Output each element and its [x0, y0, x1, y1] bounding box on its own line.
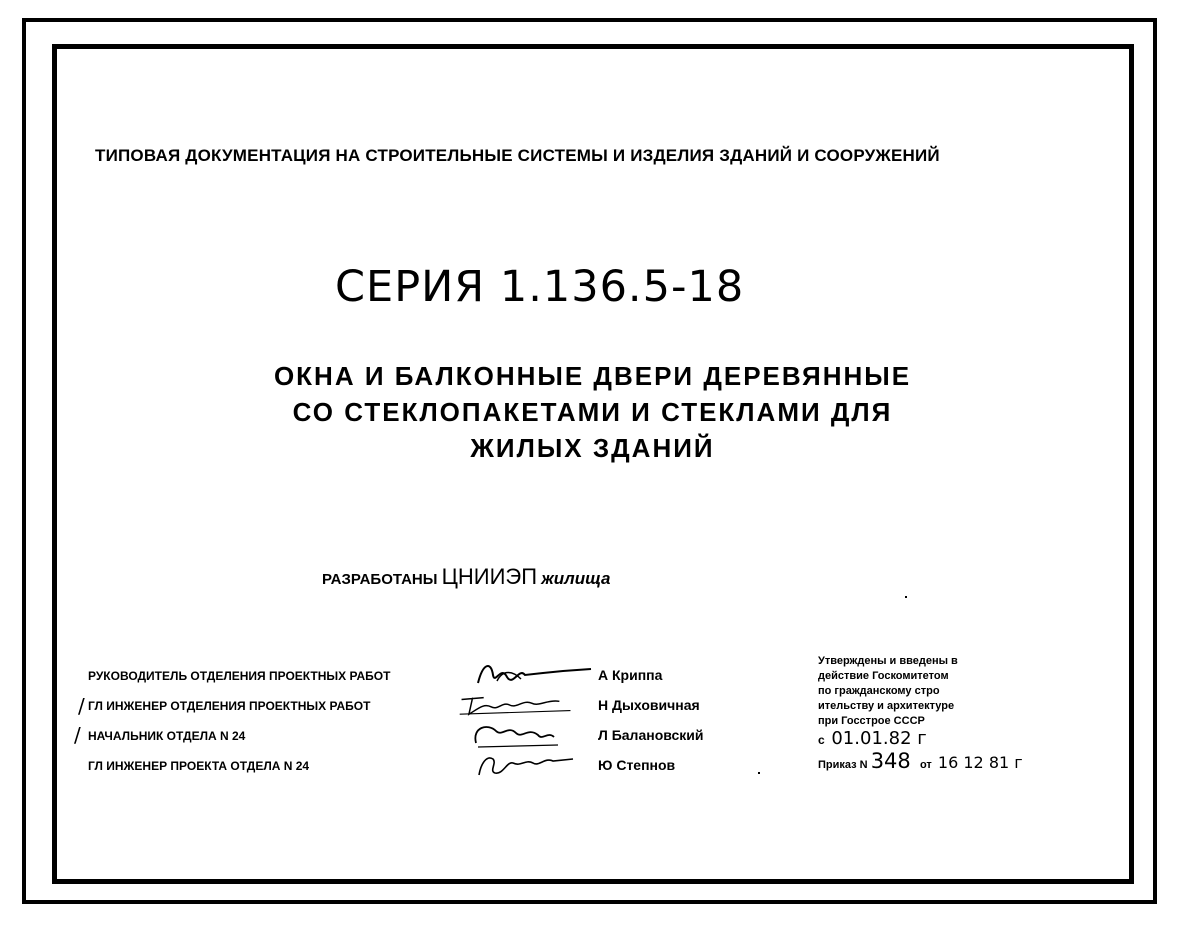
- developed-by: [322, 564, 610, 590]
- order-date: 16 12 81 г: [937, 753, 1023, 772]
- title-line-3: ЖИЛЫХ ЗДАНИЙ: [470, 433, 715, 463]
- staff-row: [88, 725, 768, 749]
- approval-line: по гражданскому стро: [818, 685, 940, 697]
- staff-row: [88, 695, 768, 719]
- developed-prefix: РАЗРАБОТАНЫ: [322, 571, 438, 588]
- document-title: [200, 358, 985, 466]
- staff-name: Н Дыховичная: [598, 697, 700, 713]
- staff-role: ГЛ ИНЖЕНЕР ПРОЕКТА ОТДЕЛА N 24: [88, 759, 310, 773]
- signature-mark: [463, 719, 583, 751]
- title-line-2: СО СТЕКЛОПАКЕТАМИ И СТЕКЛАМИ ДЛЯ: [292, 397, 893, 427]
- order-from: от: [919, 759, 932, 771]
- approval-line: при Госстрое СССР: [818, 715, 925, 727]
- order-line: [818, 749, 1098, 773]
- staff-row: [88, 755, 768, 779]
- staff-role: РУКОВОДИТЕЛЬ ОТДЕЛЕНИЯ ПРОЕКТНЫХ РАБОТ: [88, 669, 391, 683]
- order-number: 348: [870, 749, 911, 773]
- staff-name: Л Балановский: [598, 727, 704, 743]
- approval-line: ительству и архитектуре: [818, 700, 955, 712]
- margin-mark: /: [78, 694, 85, 718]
- date-prefix: с: [818, 733, 825, 747]
- margin-mark: /: [74, 723, 81, 747]
- staff-role: ГЛ ИНЖЕНЕР ОТДЕЛЕНИЯ ПРОЕКТНЫХ РАБОТ: [88, 699, 371, 713]
- series-title: СЕРИЯ 1.136.5-18: [335, 262, 745, 312]
- developer-suffix: жилища: [541, 569, 611, 588]
- specks: [905, 596, 907, 598]
- effective-date: 01.01.82 г: [831, 728, 927, 749]
- staff-role: НАЧАЛЬНИК ОТДЕЛА N 24: [88, 729, 246, 743]
- approval-block: [818, 654, 1098, 773]
- staff-name: А Криппа: [598, 667, 663, 683]
- signature-mark: [473, 659, 593, 691]
- title-line-1: ОКНА И БАЛКОННЫЕ ДВЕРИ ДЕРЕВЯННЫЕ: [273, 361, 912, 391]
- approval-line: Утверждены и введены в: [818, 655, 958, 667]
- document-header: ТИПОВАЯ ДОКУМЕНТАЦИЯ НА СТРОИТЕЛЬНЫЕ СИСТЕМЫ И ИЗДЕЛИЯ ЗДАНИЙ И СООРУЖЕНИЙ: [95, 146, 940, 165]
- signature-mark: [456, 689, 576, 721]
- staff-name: Ю Степнов: [598, 757, 676, 773]
- specks: [758, 772, 760, 774]
- developer-org: ЦНИИЭП: [441, 564, 538, 589]
- approval-date-line: [818, 728, 1098, 749]
- order-prefix: Приказ N: [818, 759, 868, 771]
- staff-row: [88, 665, 768, 689]
- approval-line: действие Госкомитетом: [818, 670, 949, 682]
- signature-mark: [468, 749, 588, 781]
